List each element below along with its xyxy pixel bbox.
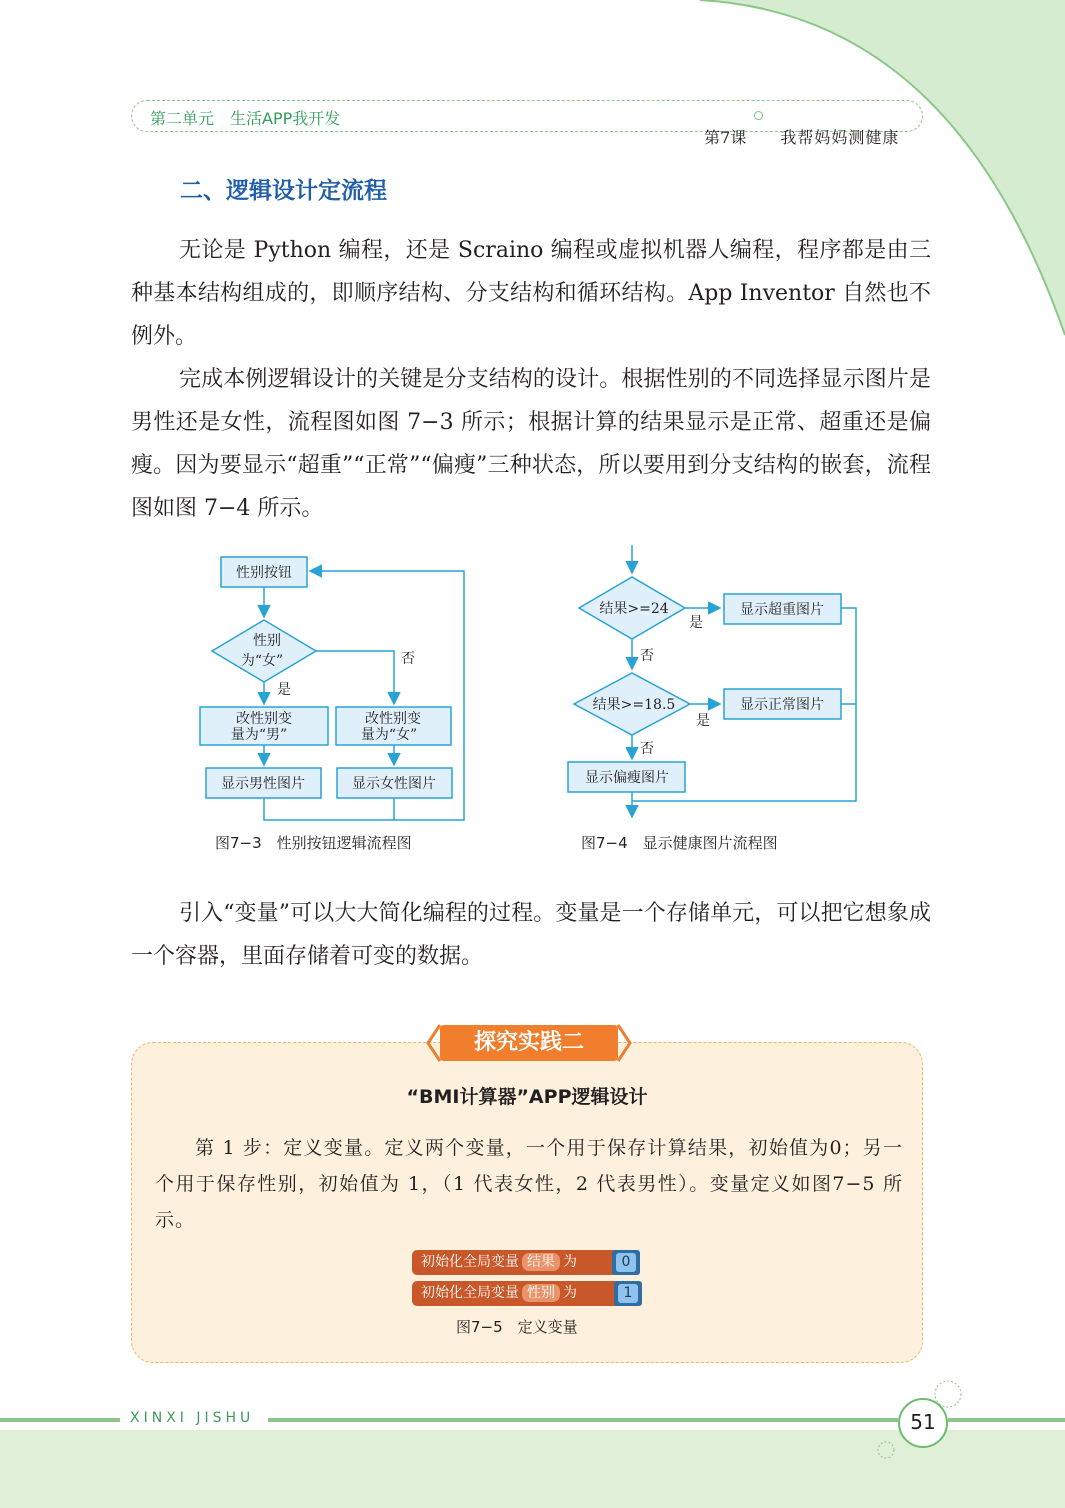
paragraph-2: 完成本例逻辑设计的关键是分支结构的设计。根据性别的不同选择显示图片是男性还是女性，流程图如图 7−3 所示；根据计算的结果显示是正常、超重还是偏瘦。因为要显示“超重”“正常”“偏瘦”三种状态，所以要用到分支结构的嵌套，流程图如图 7−4 所示。: [131, 367, 931, 521]
fc3-right-action-line1: 改性别变: [365, 711, 421, 727]
block-value: 1: [618, 1284, 638, 1303]
footer-series-text: XINXI JISHU: [130, 1410, 255, 1426]
block-var-name: 性别: [522, 1284, 560, 1302]
header-lesson-title: 我帮妈妈测健康: [780, 128, 900, 147]
paragraph-1: 无论是 Python 编程，还是 Scraino 编程或虚拟机器人编程，程序都是由三种基本结构组成的，即顺序结构、分支结构和循环结构。App Inventor 自然也不例外。: [131, 238, 931, 349]
fc3-decision-line2: 为“女”: [240, 653, 284, 669]
inquiry-subtitle: “BMI计算器”APP逻辑设计: [406, 1086, 648, 1108]
fc4-normal-label: 显示正常图片: [740, 697, 824, 713]
flowchart-gender-button: [195, 550, 485, 830]
page-number: 51: [898, 1398, 948, 1448]
fc3-left-action-line2: 量为“男”: [230, 727, 288, 743]
block-value-slot: [612, 1250, 640, 1275]
fc4-decision2-label: 结果>=18.5: [592, 697, 676, 713]
fc3-left-show-label: 显示男性图片: [221, 776, 305, 792]
init-global-var-block-gender: [412, 1281, 642, 1306]
footer-rule-left: [0, 1418, 120, 1422]
block-prefix: 初始化全局变量: [421, 1254, 519, 1270]
figure-7-4-caption: 图7−4 显示健康图片流程图: [581, 834, 778, 852]
fc3-right-action-line2: 量为“女”: [360, 727, 418, 743]
fc3-right-show-label: 显示女性图片: [352, 776, 436, 792]
fc4-no-label1: 否: [640, 648, 654, 664]
flowchart-health-image: [560, 545, 870, 825]
fc3-left-action-line1: 改性别变: [236, 711, 292, 727]
header-lesson-number: 第7课: [704, 128, 747, 147]
fc3-decision-line1: 性别: [253, 633, 281, 649]
fc4-yes-label2: 是: [696, 713, 710, 729]
fc3-decision-diamond: [212, 620, 316, 682]
fc4-overweight-label: 显示超重图片: [740, 602, 824, 618]
fc4-thin-label: 显示偏瘦图片: [585, 770, 669, 786]
init-global-var-block-result: [412, 1250, 640, 1275]
step-1-text: 第 1 步：定义变量。定义两个变量，一个用于保存计算结果，初始值为0；另一个用于保存性别，初始值为 1，（1 代表女性，2 代表男性）。变量定义如图7−5 所示。: [155, 1137, 903, 1231]
paragraph-3: 引入“变量”可以大大简化编程的过程。变量是一个存储单元，可以把它想象成一个容器，里面存储着可变的数据。: [131, 901, 931, 969]
header-unit-title: 第二单元 生活APP我开发: [150, 109, 341, 128]
block-value-slot: [614, 1281, 642, 1306]
block-as: 为: [563, 1254, 577, 1270]
fc3-start-label: 性别按钮: [236, 565, 292, 581]
inquiry-title: 探究实践二: [440, 1025, 618, 1061]
fc3-no-label: 否: [401, 651, 415, 667]
inquiry-step-text: [155, 1130, 903, 1238]
block-prefix: 初始化全局变量: [421, 1285, 519, 1301]
figure-7-3-caption: 图7−3 性别按钮逻辑流程图: [215, 834, 412, 852]
footer-rule-middle: [268, 1418, 898, 1422]
fc4-yes-label1: 是: [689, 615, 703, 631]
block-value: 0: [616, 1253, 636, 1272]
fc4-decision1-label: 结果>=24: [599, 601, 669, 617]
block-as: 为: [563, 1285, 577, 1301]
header-lesson: [694, 106, 899, 148]
figure-7-5-caption: 图7−5 定义变量: [456, 1318, 578, 1336]
fc3-yes-label: 是: [277, 682, 291, 698]
body-text-block-2: [131, 892, 931, 978]
section-title: 二、逻辑设计定流程: [180, 177, 387, 204]
header-separator-dot: [754, 111, 763, 120]
body-text-block: [131, 229, 931, 530]
block-var-name: 结果: [522, 1253, 560, 1271]
fc4-no-label2: 否: [640, 741, 654, 757]
